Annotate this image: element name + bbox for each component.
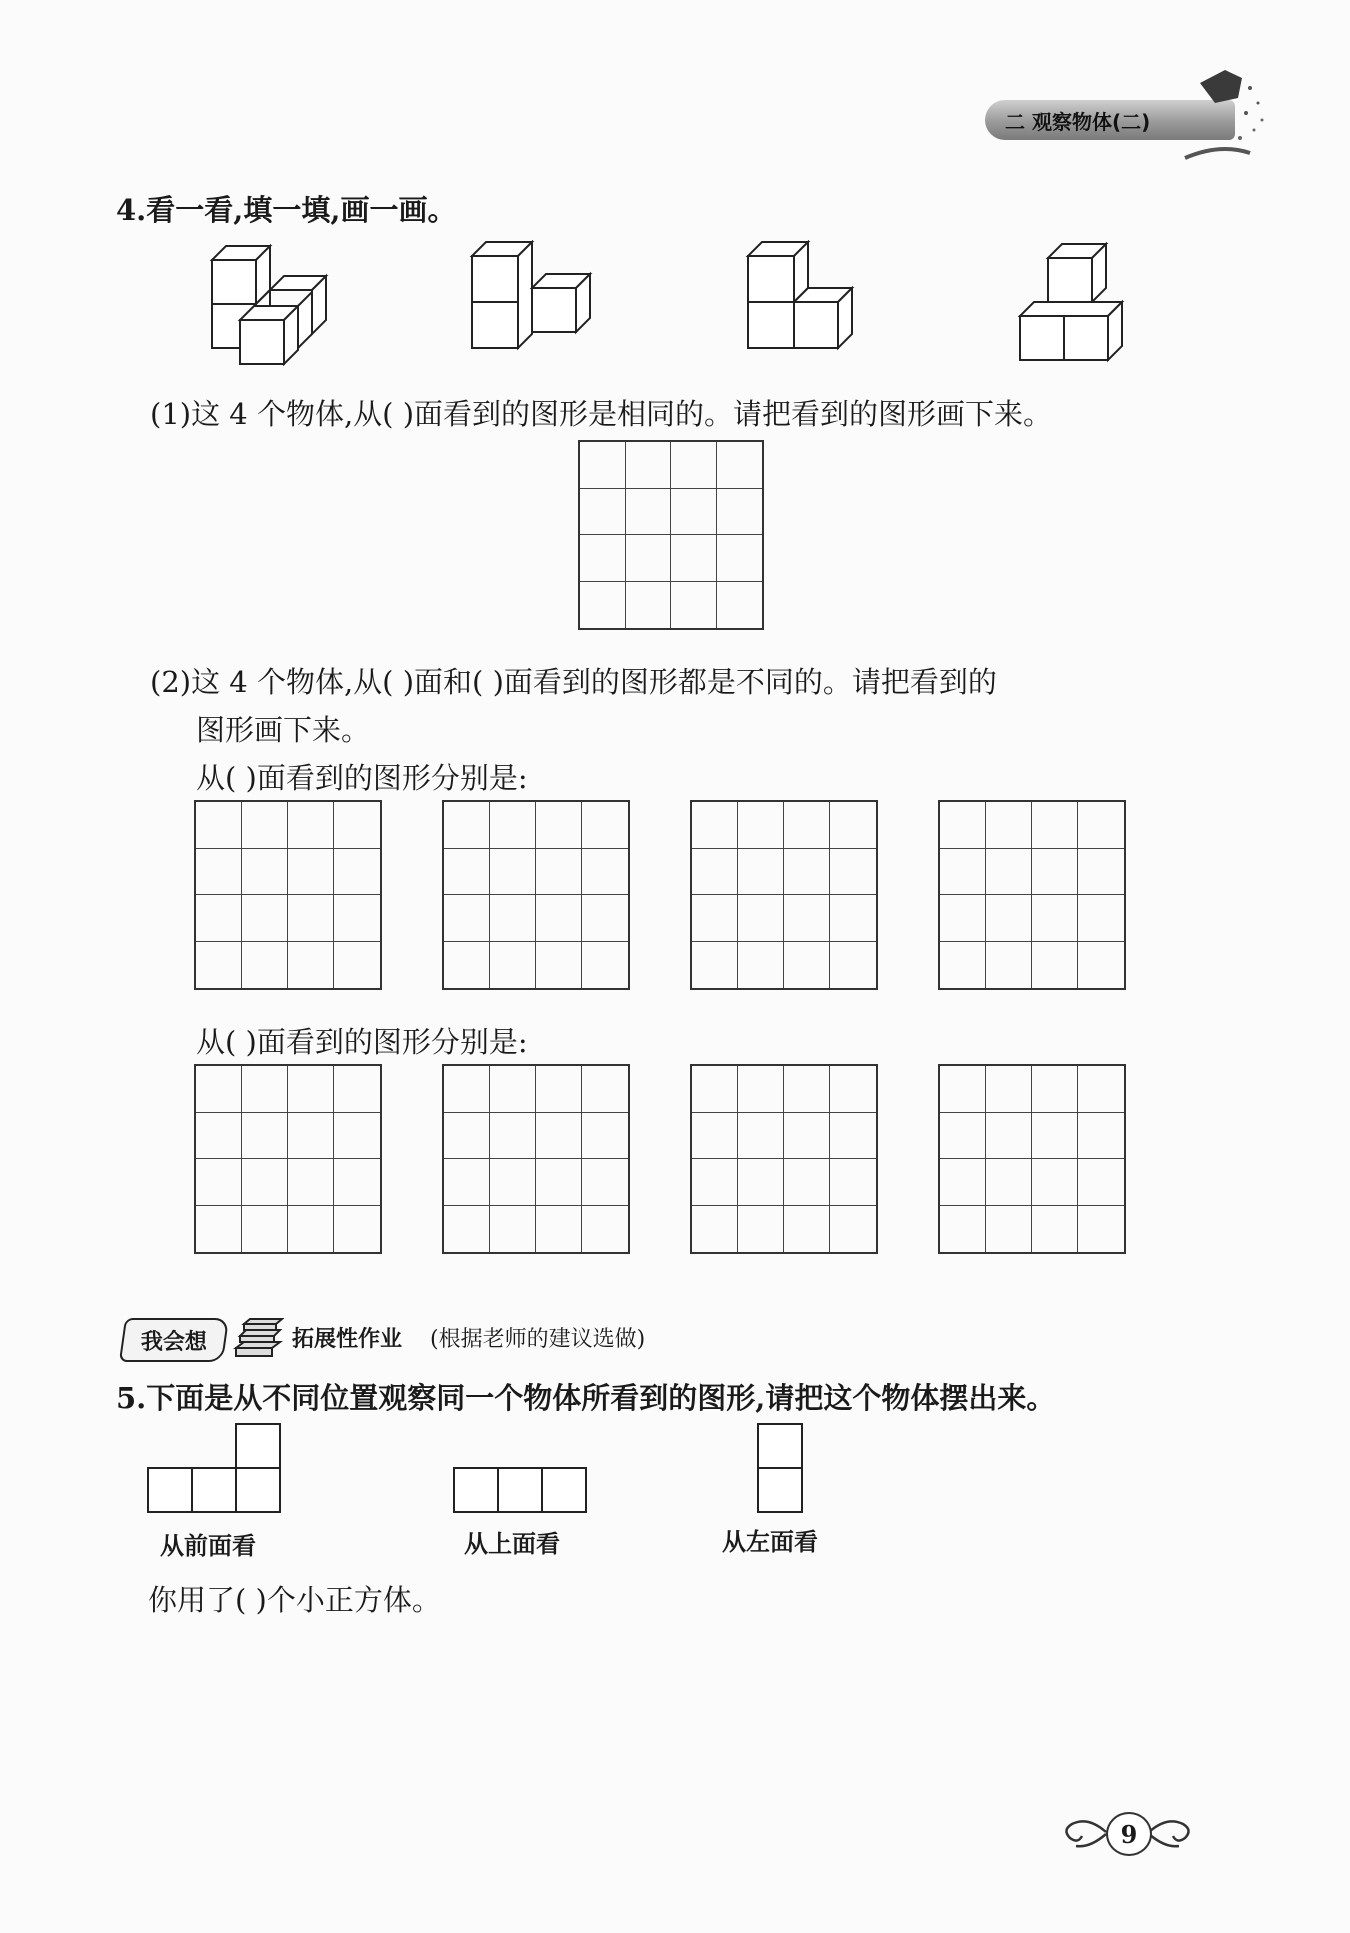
section-note: (根据老师的建议选做) — [430, 1327, 646, 1352]
stone-decoration-icon — [1180, 58, 1270, 168]
section-tag — [119, 1318, 229, 1362]
q4-sub1: (1)这 4 个物体,从( )面看到的图形是相同的。请把看到的图形画下来。 — [150, 397, 1053, 431]
q5-prompt: 5.下面是从不同位置观察同一个物体所看到的图形,请把这个物体摆出来。 — [116, 1381, 1056, 1415]
q4-prompt: 4.看一看,填一填,画一画。 — [116, 193, 457, 227]
q4-sub2-line1: (2)这 4 个物体,从( )面和( )面看到的图形都是不同的。请把看到的 — [150, 665, 997, 699]
answer-grid-row2-2[interactable] — [442, 1064, 630, 1254]
caption-top: 从上面看 — [464, 1529, 560, 1558]
cube-figure-b — [472, 242, 590, 348]
answer-grid-row2-4[interactable] — [938, 1064, 1126, 1254]
q5-answer-line: 你用了( )个小正方体。 — [148, 1583, 441, 1617]
page-number: 9 — [1106, 1812, 1152, 1856]
answer-grid-row1-2[interactable] — [442, 800, 630, 990]
answer-grid-row2-3[interactable] — [690, 1064, 878, 1254]
cube-figure-c — [748, 242, 852, 348]
books-icon — [232, 1316, 284, 1360]
from-label-1: 从( )面看到的图形分别是: — [196, 761, 528, 795]
section-title: 拓展性作业 — [292, 1327, 403, 1352]
answer-grid-row1-1[interactable] — [194, 800, 382, 990]
cube-figure-d — [1020, 244, 1122, 360]
answer-grid-row1-4[interactable] — [938, 800, 1126, 990]
front-view-figure — [148, 1424, 280, 1512]
q4-sub2-line2: 图形画下来。 — [196, 713, 371, 747]
answer-grid-row1-3[interactable] — [690, 800, 878, 990]
section-tag-label: 我会想 — [140, 1329, 207, 1355]
answer-grid-row2-1[interactable] — [194, 1064, 382, 1254]
left-view-figure — [758, 1424, 802, 1512]
cube-figure-a — [212, 246, 326, 364]
page-number-ornament — [1060, 1808, 1195, 1856]
caption-front: 从前面看 — [160, 1531, 256, 1560]
top-view-figure — [454, 1468, 586, 1512]
view-figures — [146, 1418, 846, 1518]
caption-left: 从左面看 — [722, 1527, 818, 1556]
answer-grid-1[interactable] — [578, 440, 764, 630]
chapter-tag: 二 观察物体(二) — [1005, 109, 1151, 134]
from-label-2: 从( )面看到的图形分别是: — [196, 1025, 528, 1059]
cube-figures — [200, 240, 1160, 375]
